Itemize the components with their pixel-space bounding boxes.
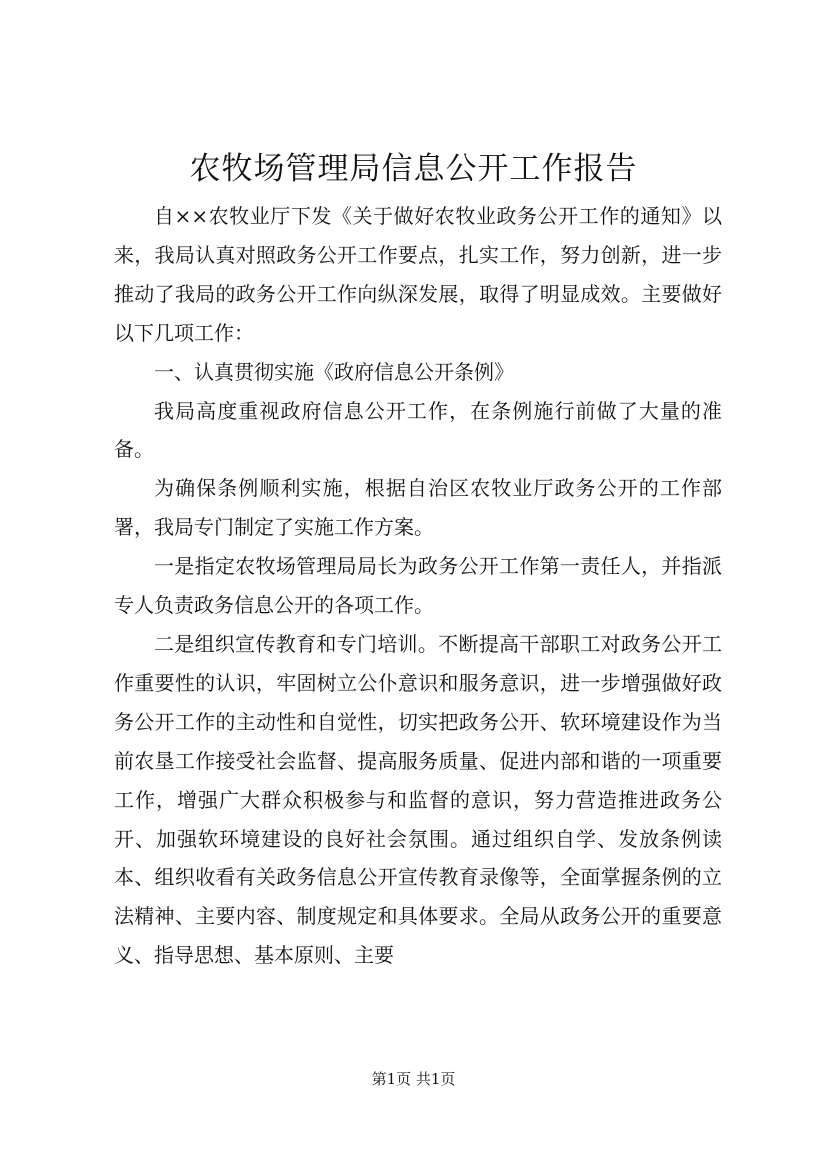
document-title: 农牧场管理局信息公开工作报告 (189, 151, 638, 187)
document-body (114, 197, 722, 975)
paragraph-implementation-plan: 为确保条例顺利实施，根据自治区农牧业厅政务公开的工作部署，我局专门制定了实施工作方案。 (114, 476, 722, 540)
paragraph-point-two: 二是组织宣传教育和专门培训。不断提高干部职工对政务公开工作重要性的认识，牢固树立公仆意识和服务意识，进一步增强做好政务公开工作的主动性和自觉性，切实把政务公开、软环境建设作为当前农垦工作接受社会监督、提高服务质量、促进内部和谐的一项重要工作，增强广大群众积极参与和监督的意识，努力营造推进政务公开、加强软环境建设的良好社会氛围。通过组织自学、发放条例读本、组织收看有关政务信息公开宣传教育录像等，全面掌握条例的立法精神、主要内容、制度规定和具体要求。全局从政务公开的重要意义、指导思想、基本原则、主要 (114, 631, 722, 968)
page-number-footer: 第1页 共1页 (371, 1070, 456, 1088)
paragraph-point-one: 一是指定农牧场管理局局长为政务公开工作第一责任人，并指派专人负责政务信息公开的各项工作。 (114, 554, 722, 618)
paragraph-section-heading: 一、认真贯彻实施《政府信息公开条例》 (154, 359, 514, 384)
paragraph-preparation: 我局高度重视政府信息公开工作，在条例施行前做了大量的准备。 (114, 398, 722, 462)
paragraph-intro: 自××农牧业厅下发《关于做好农牧业政务公开工作的通知》以来，我局认真对照政务公开工作要点，扎实工作，努力创新，进一步推动了我局的政务公开工作向纵深发展，取得了明显成效。主要做好以下几项工作： (114, 204, 722, 345)
